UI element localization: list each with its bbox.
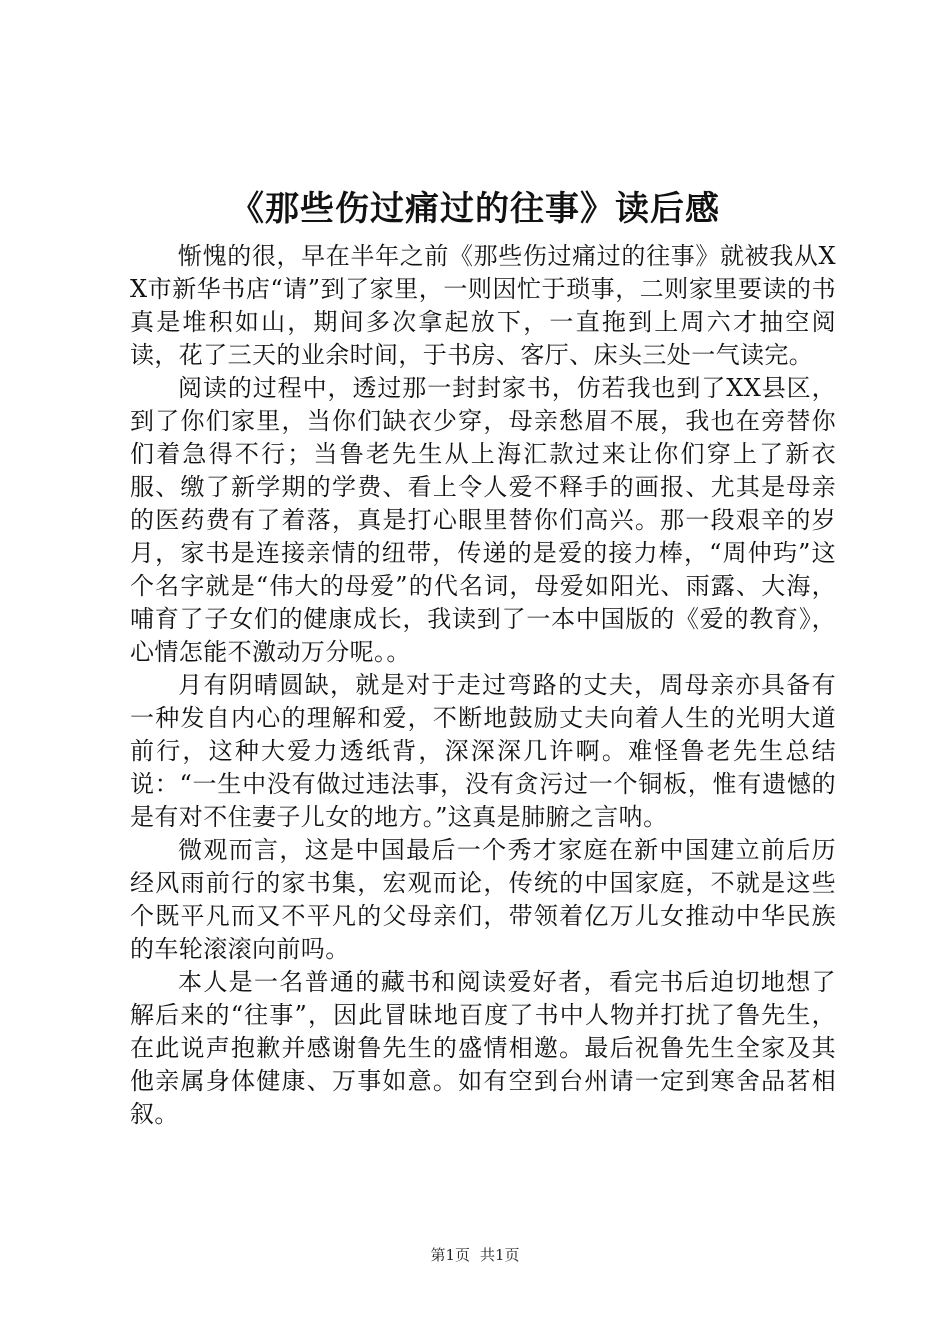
- paragraph-3: 月有阴晴圆缺，就是对于走过弯路的丈夫，周母亲亦具备有一种发自内心的理解和爱，不断地鼓励丈夫向着人生的光明大道前行，这种大爱力透纸背，深深深几许啊。难怪鲁老先生总结说：“一生中没有做过违法事，没有贪污过一个铜板，惟有遗憾的是有对不住妻子儿女的地方。”这真是肺腑之言呐。: [130, 671, 836, 831]
- page-footer: [0, 1244, 950, 1266]
- paragraph-1: 惭愧的很，早在半年之前《那些伤过痛过的往事》就被我从XX市新华书店“请”到了家里，一则因忙于琐事，二则家里要读的书真是堆积如山，期间多次拿起放下，一直拖到上周六才抽空阅读，花了三天的业余时间，于书房、客厅、床头三处一气读完。: [130, 242, 836, 369]
- paragraph-2: 阅读的过程中，透过那一封封家书，仿若我也到了XX县区，到了你们家里，当你们缺衣少穿，母亲愁眉不展，我也在旁替你们着急得不行；当鲁老先生从上海汇款过来让你们穿上了新衣服、缴了新学期的学费、看上令人爱不释手的画报、尤其是母亲的医药费有了着落，真是打心眼里替你们高兴。那一段艰辛的岁月，家书是连接亲情的纽带，传递的是爱的接力棒，“周仲玙”这个名字就是“伟大的母爱”的代名词，母爱如阳光、雨露、大海，哺育了子女们的健康成长，我读到了一本中国版的《爱的教育》，心情怎能不激动万分呢。。: [130, 374, 836, 666]
- document-title: 《那些伤过痛过的往事》读后感: [230, 189, 720, 229]
- document-body: [130, 240, 836, 1131]
- paragraph-4: 微观而言，这是中国最后一个秀才家庭在新中国建立前后历经风雨前行的家书集，宏观而论，传统的中国家庭，不就是这些个既平凡而又不平凡的父母亲们，带领着亿万儿女推动中华民族的车轮滚滚向前吗。: [130, 836, 836, 963]
- paragraph-5: 本人是一名普通的藏书和阅读爱好者，看完书后迫切地想了解后来的“往事”，因此冒昧地百度了书中人物并打扰了鲁先生，在此说声抱歉并感谢鲁先生的盛情相邀。最后祝鲁先生全家及其他亲属身体健康、万事如意。如有空到台州请一定到寒舍品茗相叙。: [130, 968, 836, 1128]
- page-total: 共1页: [480, 1246, 520, 1264]
- page-number: 第1页: [430, 1246, 470, 1264]
